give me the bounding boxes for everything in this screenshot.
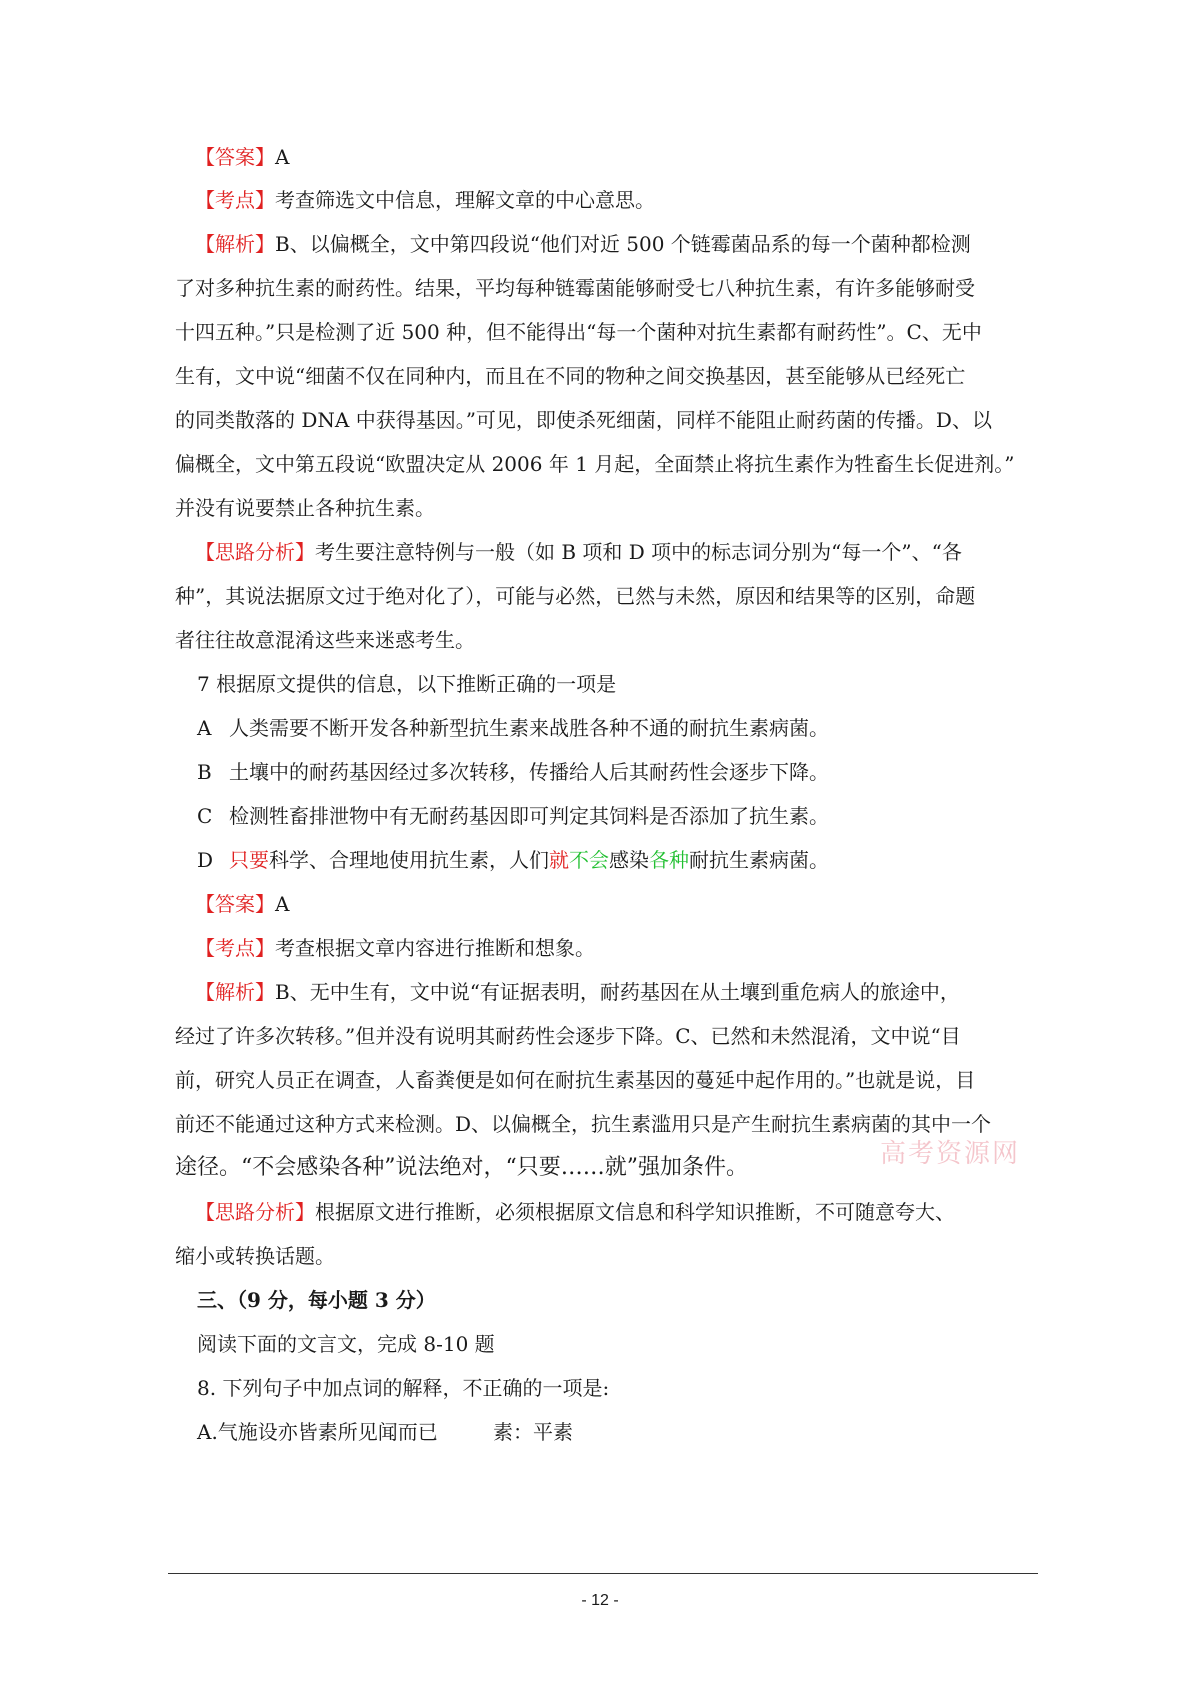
page-number: - 12 -	[581, 1592, 619, 1609]
option-d: D 只要科学、合理地使用抗生素，人们就不会感染各种耐抗生素病菌。	[197, 848, 829, 872]
reasoning-line: 缩小或转换话题。	[175, 1244, 335, 1268]
option-b: B 土壤中的耐药基因经过多次转移，传播给人后其耐药性会逐步下降。	[197, 760, 829, 784]
analysis-line: 生有，文中说“细菌不仅在同种内，而且在不同的物种之间交换基因，甚至能够从已经死亡	[175, 364, 966, 388]
answer-tag: 【答案】	[195, 892, 275, 916]
reasoning-tag: 【思路分析】	[195, 540, 315, 564]
question-7: 7 根据原文提供的信息，以下推断正确的一项是	[197, 672, 617, 696]
instruction-line: 阅读下面的文言文，完成 8-10 题	[197, 1332, 495, 1356]
section-heading: 三、（9 分，每小题 3 分）	[197, 1288, 436, 1312]
analysis-line: 前，研究人员正在调查，人畜粪便是如何在耐抗生素基因的蔓延中起作用的。”也就是说，目	[175, 1068, 976, 1092]
reasoning-line: 【思路分析】根据原文进行推断，必须根据原文信息和科学知识推断，不可随意夸大、	[195, 1200, 955, 1224]
analysis-line: 了对多种抗生素的耐药性。结果，平均每种链霉菌能够耐受七八种抗生素，有许多能够耐受	[175, 276, 975, 300]
answer-text: A	[275, 145, 290, 169]
analysis-line: 【解析】B、以偏概全，文中第四段说“他们对近 500 个链霉菌品系的每一个菌种都检测	[195, 232, 971, 256]
test-point-line: 【考点】考查筛选文中信息，理解文章的中心意思。	[195, 188, 655, 212]
reasoning-line: 【思路分析】考生要注意特例与一般（如 B 项和 D 项中的标志词分别为“每一个”、“各	[195, 540, 962, 564]
reasoning-line: 种”，其说法据原文过于绝对化了），可能与必然，已然与未然，原因和结果等的区别，命题	[175, 584, 976, 608]
analysis-tag: 【解析】	[195, 232, 275, 256]
analysis-line: 的同类散落的 DNA 中获得基因。”可见，即使杀死细菌，同样不能阻止耐药菌的传播。D、以	[175, 408, 992, 432]
analysis-line: 并没有说要禁止各种抗生素。	[175, 496, 435, 520]
reasoning-tag: 【思路分析】	[195, 1200, 315, 1224]
reasoning-line: 者往往故意混淆这些来迷惑考生。	[175, 628, 475, 652]
answer-line: 【答案】A	[195, 892, 290, 916]
analysis-line: 偏概全，文中第五段说“欧盟决定从 2006 年 1 月起，全面禁止将抗生素作为牲畜生长促进剂。”	[175, 452, 1015, 476]
footer-rule	[168, 1573, 1038, 1574]
analysis-line: 经过了许多次转移。”但并没有说明其耐药性会逐步下降。C、已然和未然混淆，文中说“目	[175, 1024, 961, 1048]
option-c: C 检测牲畜排泄物中有无耐药基因即可判定其饲料是否添加了抗生素。	[197, 804, 829, 828]
highlight-red: 只要	[229, 848, 269, 872]
analysis-tag: 【解析】	[195, 980, 275, 1004]
test-point-tag: 【考点】	[195, 188, 275, 212]
highlight-red: 就	[549, 848, 569, 872]
highlight-green: 各种	[649, 848, 689, 872]
answer-line	[175, 145, 1055, 169]
analysis-line: 【解析】B、无中生有，文中说“有证据表明，耐药基因在从土壤到重危病人的旅途中，	[195, 980, 960, 1004]
analysis-line: 前还不能通过这种方式来检测。D、以偏概全，抗生素滥用只是产生耐抗生素病菌的其中一个	[175, 1112, 992, 1136]
question-8: 8. 下列句子中加点词的解释，不正确的一项是:	[197, 1376, 610, 1400]
test-point-line: 【考点】考查根据文章内容进行推断和想象。	[195, 936, 595, 960]
analysis-line: 十四五种。”只是检测了近 500 种，但不能得出“每一个菌种对抗生素都有耐药性”。C、无中	[175, 320, 982, 344]
question-8-option-a: A.气施设亦皆素所见闻而已 素：平素	[197, 1420, 573, 1444]
test-point-tag: 【考点】	[195, 936, 275, 960]
watermark: 高考资源网	[880, 1139, 1021, 1169]
analysis-line: 途径。“不会感染各种”说法绝对，“只要……就”强加条件。	[175, 1155, 748, 1180]
answer-tag: 【答案】	[195, 145, 275, 169]
highlight-green: 不会	[569, 848, 609, 872]
option-a: A 人类需要不断开发各种新型抗生素来战胜各种不通的耐抗生素病菌。	[197, 716, 829, 740]
